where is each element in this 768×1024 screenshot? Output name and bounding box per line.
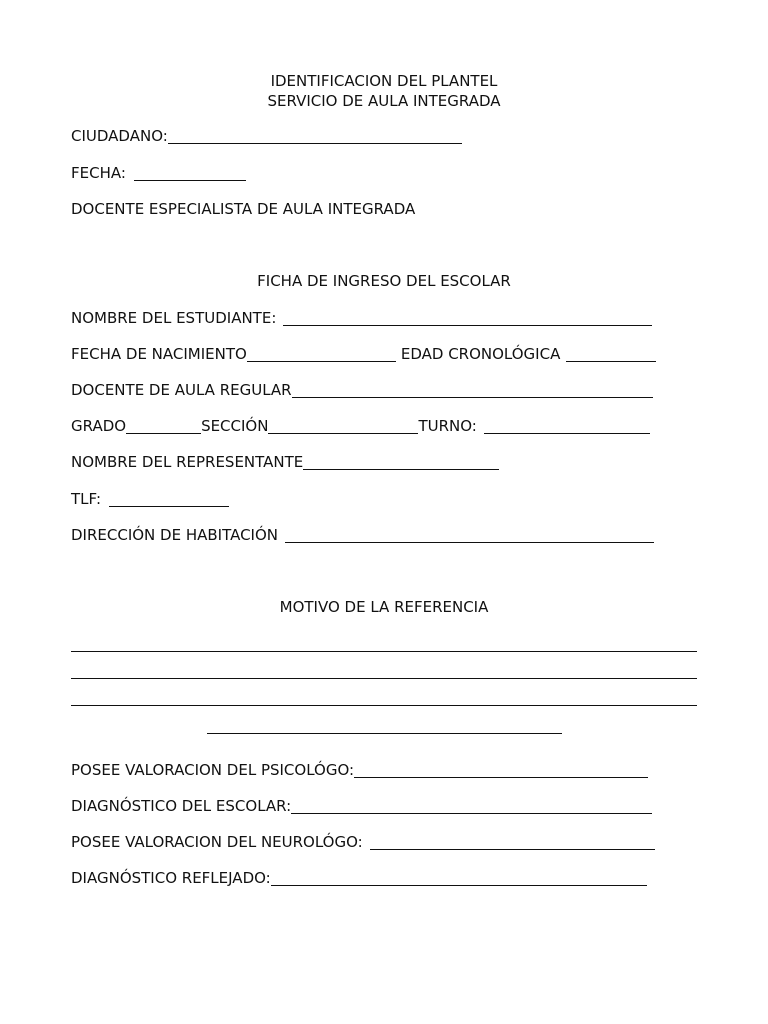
diagnostico-reflejado-label: DIAGNÓSTICO REFLEJADO: bbox=[71, 869, 271, 887]
grado-label: GRADO bbox=[71, 417, 127, 435]
motivo-title: MOTIVO DE LA REFERENCIA bbox=[279, 598, 489, 616]
docente-aula-regular-label: DOCENTE DE AULA REGULAR bbox=[71, 381, 292, 399]
fecha-nacimiento-row bbox=[71, 344, 656, 364]
diagnostico-reflejado-blank[interactable] bbox=[271, 870, 647, 886]
turno-blank[interactable] bbox=[484, 418, 650, 434]
motivo-line-2[interactable] bbox=[71, 678, 697, 679]
docente-especialista-label: DOCENTE ESPECIALISTA DE AULA INTEGRADA bbox=[71, 200, 416, 218]
docente-especialista-row bbox=[71, 199, 415, 219]
nombre-representante-blank[interactable] bbox=[303, 454, 499, 470]
diagnostico-escolar-row bbox=[71, 796, 652, 816]
fecha-nacimiento-label: FECHA DE NACIMIENTO bbox=[71, 345, 247, 363]
ficha-title: FICHA DE INGRESO DEL ESCOLAR bbox=[257, 272, 511, 290]
nombre-estudiante-blank[interactable] bbox=[283, 310, 652, 326]
neurologo-label: POSEE VALORACION DEL NEUROLÓGO: bbox=[71, 833, 363, 851]
motivo-line-4[interactable] bbox=[207, 733, 562, 734]
direccion-blank[interactable] bbox=[285, 527, 654, 543]
docente-aula-regular-row bbox=[71, 380, 653, 400]
tlf-row bbox=[71, 489, 229, 509]
grado-row bbox=[71, 416, 650, 436]
ciudadano-row bbox=[71, 126, 462, 146]
tlf-blank[interactable] bbox=[109, 491, 229, 507]
direccion-row bbox=[71, 525, 654, 545]
psicologo-row bbox=[71, 760, 648, 780]
ciudadano-blank[interactable] bbox=[168, 128, 462, 144]
tlf-label: TLF: bbox=[71, 490, 102, 508]
fecha-label: FECHA: bbox=[71, 164, 126, 182]
edad-cronologica-label: EDAD CRONOLÓGICA bbox=[400, 345, 561, 363]
fecha-row bbox=[71, 163, 246, 183]
diagnostico-escolar-label: DIAGNÓSTICO DEL ESCOLAR: bbox=[71, 797, 292, 815]
nombre-representante-label: NOMBRE DEL REPRESENTANTE bbox=[71, 453, 304, 471]
nombre-estudiante-row bbox=[71, 308, 652, 328]
diagnostico-reflejado-row bbox=[71, 868, 647, 888]
ciudadano-label: CIUDADANO: bbox=[71, 127, 168, 145]
nombre-representante-row bbox=[71, 452, 499, 472]
nombre-estudiante-label: NOMBRE DEL ESTUDIANTE: bbox=[71, 309, 277, 327]
neurologo-row bbox=[71, 832, 655, 852]
diagnostico-escolar-blank[interactable] bbox=[291, 798, 652, 814]
neurologo-blank[interactable] bbox=[370, 834, 655, 850]
motivo-line-1[interactable] bbox=[71, 651, 697, 652]
direccion-label: DIRECCIÓN DE HABITACIÓN bbox=[71, 526, 279, 544]
fecha-nacimiento-blank[interactable] bbox=[247, 346, 396, 362]
motivo-line-3[interactable] bbox=[71, 705, 697, 706]
grado-blank[interactable] bbox=[126, 418, 201, 434]
header-servicio: SERVICIO DE AULA INTEGRADA bbox=[267, 92, 501, 110]
fecha-blank[interactable] bbox=[134, 165, 246, 181]
turno-label: TURNO: bbox=[418, 417, 477, 435]
psicologo-blank[interactable] bbox=[354, 762, 648, 778]
seccion-blank[interactable] bbox=[268, 418, 418, 434]
docente-aula-regular-blank[interactable] bbox=[292, 382, 653, 398]
psicologo-label: POSEE VALORACION DEL PSICOLÓGO: bbox=[71, 761, 355, 779]
edad-cronologica-blank[interactable] bbox=[566, 346, 656, 362]
header-plantel: IDENTIFICACION DEL PLANTEL bbox=[270, 72, 498, 90]
seccion-label: SECCIÓN bbox=[201, 417, 269, 435]
